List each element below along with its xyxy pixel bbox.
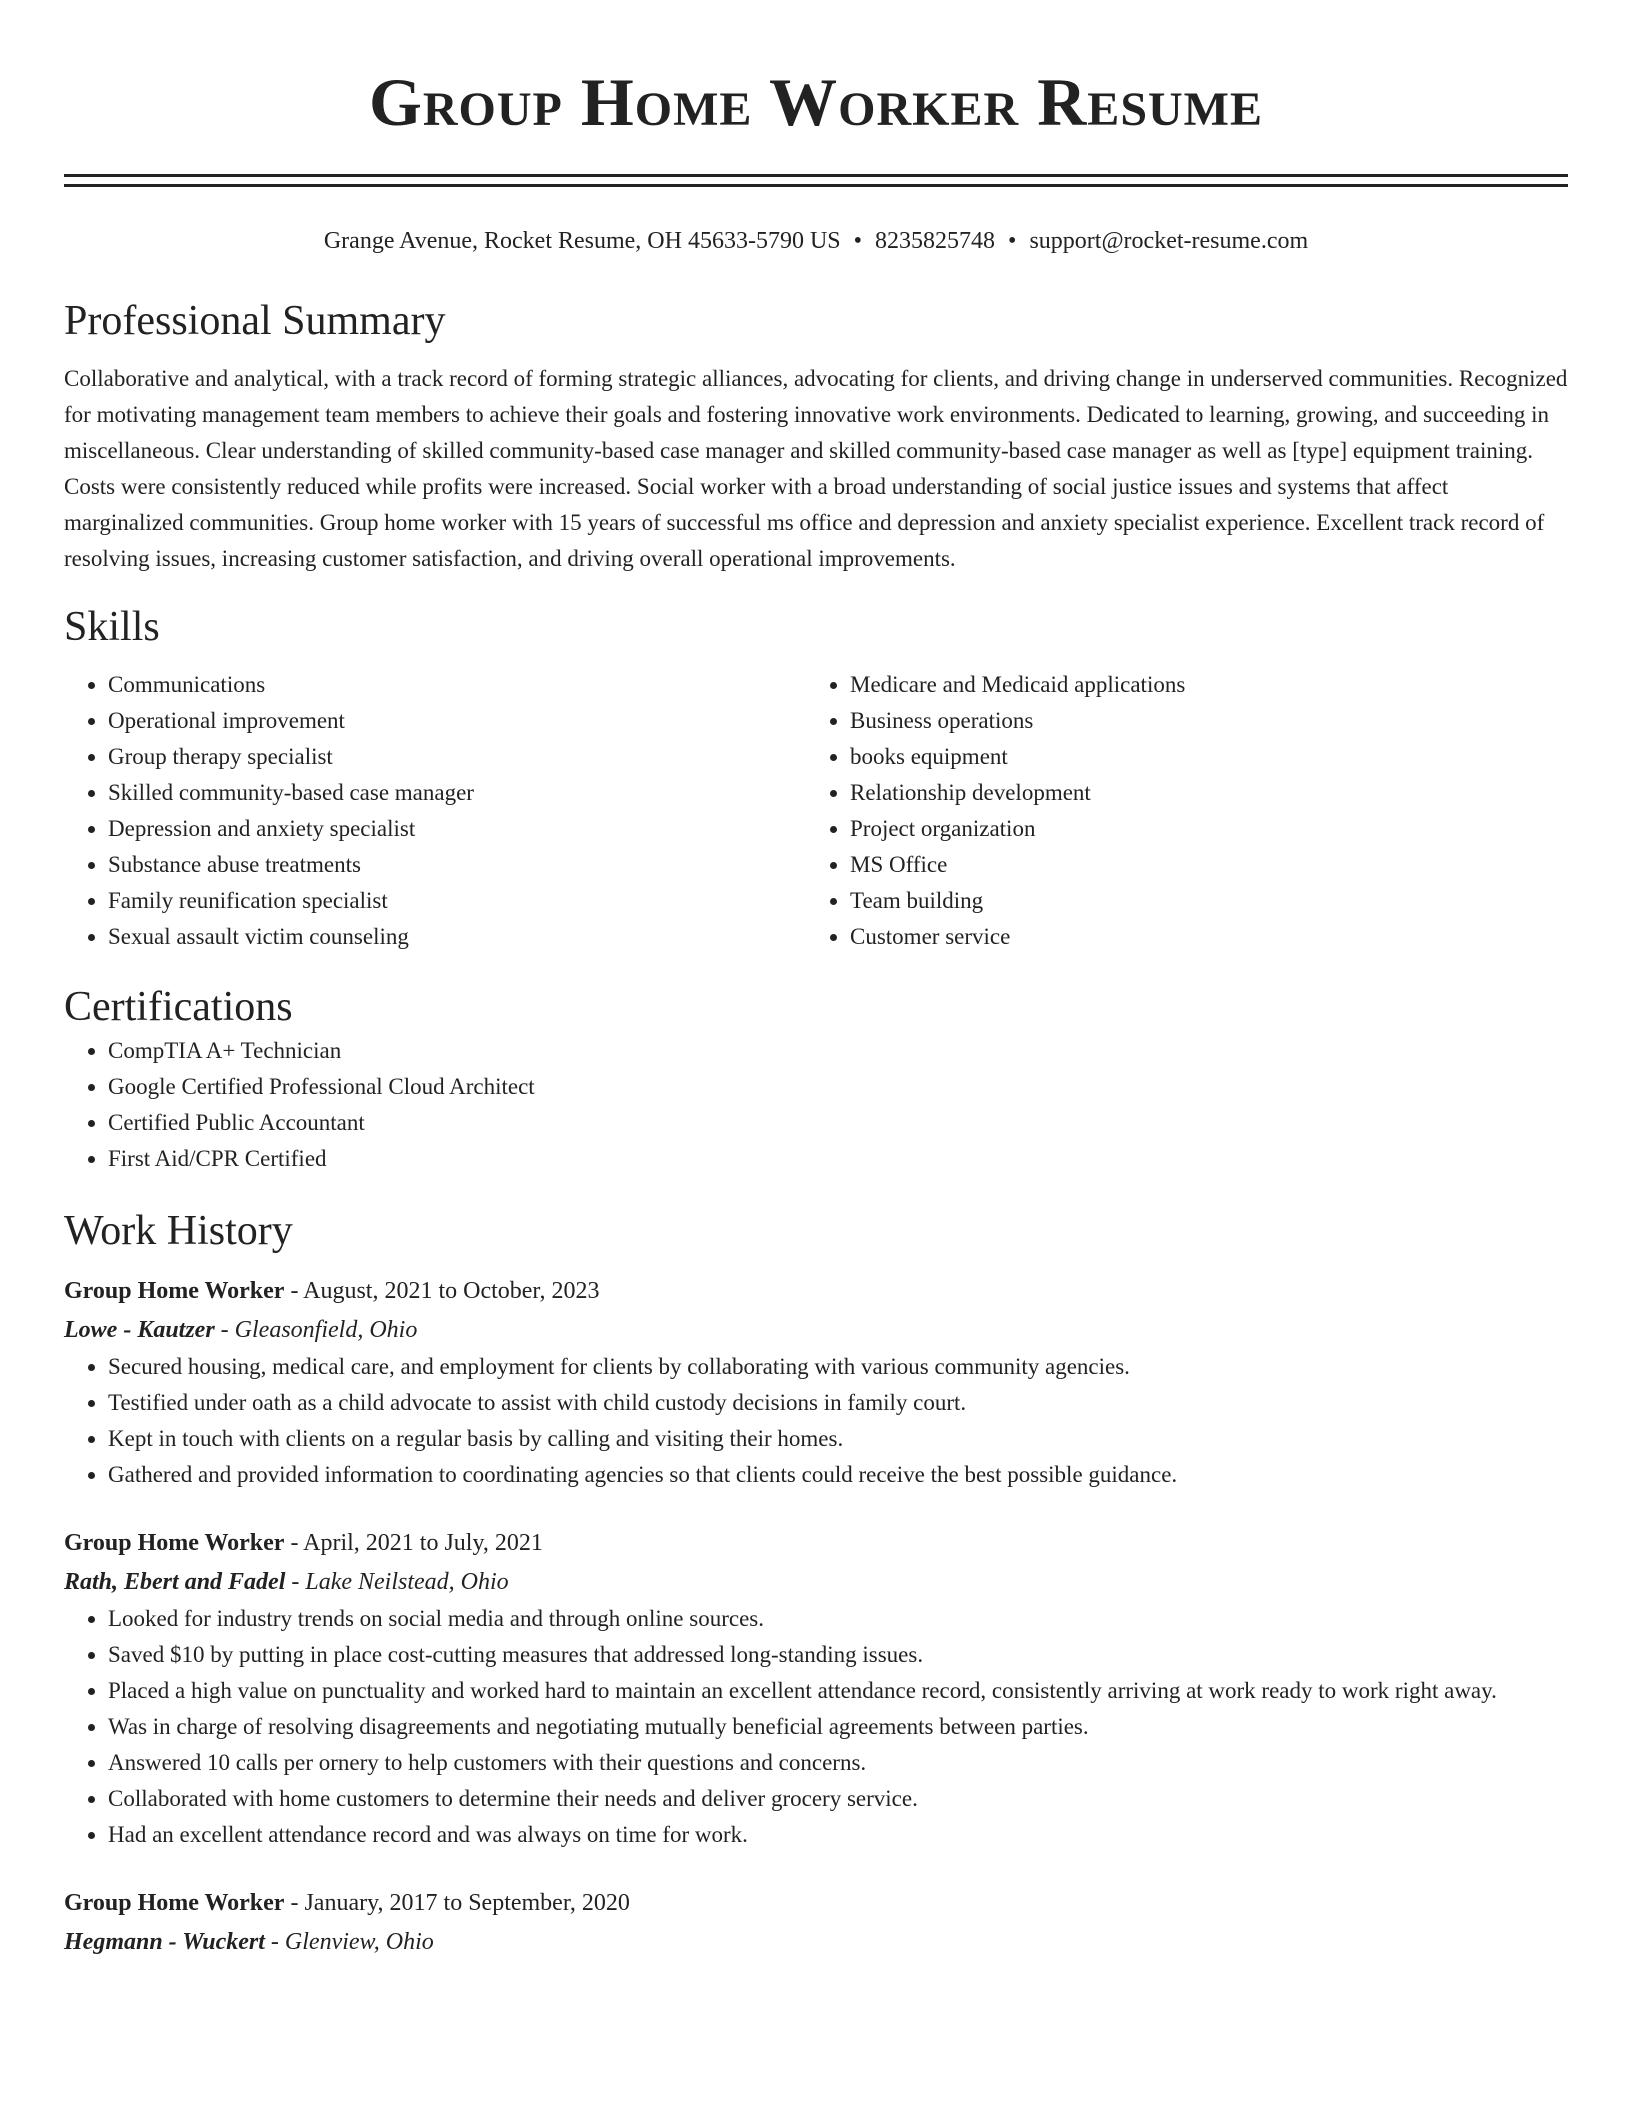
- job-company-line: [64, 1311, 1568, 1349]
- skill-item: • Group therapy specialist: [108, 739, 806, 775]
- certification-item: • First Aid/CPR Certified: [108, 1141, 1568, 1177]
- skill-item: • Operational improvement: [108, 703, 806, 739]
- job-company-line: [64, 1563, 1568, 1601]
- job-dates: - April, 2021 to July, 2021: [284, 1530, 543, 1556]
- job-location: - Gleasonfield, Ohio: [214, 1317, 418, 1343]
- skill-item: • Team building: [850, 883, 1548, 919]
- job-company: Lowe - Kautzer: [64, 1317, 215, 1343]
- contact-separator: •: [853, 228, 863, 254]
- job-bullet: • Answered 10 calls per ornery to help customers with their questions and concerns.: [108, 1745, 1568, 1781]
- contact-email: support@rocket-resume.com: [1029, 228, 1309, 254]
- section-heading-work-history: Work History: [64, 1208, 293, 1254]
- skill-item: • Skilled community-based case manager: [108, 775, 806, 811]
- job-entry: [64, 1523, 1568, 1853]
- contact-phone: 8235825748: [875, 228, 996, 254]
- job-title-line: [64, 1523, 1568, 1563]
- job-bullet: • Placed a high value on punctuality and worked hard to maintain an excellent attendance record, consistently arriving at work ready to work right away.: [108, 1673, 1568, 1709]
- summary-text: Collaborative and analytical, with a track record of forming strategic alliances, advocating for clients, and driving change in underserved communities. Recognized for motivating management team members to achieve their goals and fostering innovative work environments. Dedicated to learning, growing, and succeeding in miscellaneous. Clear understanding of skilled community-based case manager and skilled community-based case manager as well as [type] equipment training. Costs were consistently reduced while profits were increased. Social worker with a broad understanding of social justice issues and systems that affect marginalized communities. Group home worker with 15 years of successful ms office and depression and anxiety specialist experience. Excellent track record of resolving issues, increasing customer satisfaction, and driving overall operational improvements.: [64, 366, 1568, 571]
- skill-item: • MS Office: [850, 847, 1548, 883]
- skill-item: • Customer service: [850, 919, 1548, 955]
- job-title: Group Home Worker: [64, 1278, 285, 1304]
- job-bullet: • Had an excellent attendance record and was always on time for work.: [108, 1817, 1568, 1853]
- certifications-section: [64, 981, 1568, 1177]
- certification-item: • CompTIA A+ Technician: [108, 1033, 1568, 1069]
- job-company: Rath, Ebert and Fadel: [64, 1569, 286, 1595]
- skill-item: • Sexual assault victim counseling: [108, 919, 806, 955]
- skills-list-right: [806, 667, 1548, 955]
- certifications-list: [64, 1033, 1568, 1177]
- contact-line: [64, 225, 1568, 257]
- job-title: Group Home Worker: [64, 1890, 285, 1916]
- section-heading-summary: Professional Summary: [64, 298, 446, 344]
- job-bullet: • Secured housing, medical care, and employment for clients by collaborating with various community agencies.: [108, 1349, 1568, 1385]
- title-divider-top: [64, 174, 1568, 177]
- job-bullet: • Gathered and provided information to coordinating agencies so that clients could receive the best possible guidance.: [108, 1457, 1568, 1493]
- job-company-line: [64, 1923, 1568, 1961]
- title-divider-bottom: [64, 184, 1568, 187]
- skill-item: • books equipment: [850, 739, 1548, 775]
- skills-section: [64, 601, 1568, 955]
- job-entry: [64, 1271, 1568, 1493]
- job-bullet: • Kept in touch with clients on a regular basis by calling and visiting their homes.: [108, 1421, 1568, 1457]
- skill-item: • Communications: [108, 667, 806, 703]
- job-location: - Glenview, Ohio: [264, 1929, 434, 1955]
- contact-separator: •: [1008, 228, 1017, 254]
- job-dates: - January, 2017 to September, 2020: [284, 1890, 630, 1916]
- certification-item: • Certified Public Accountant: [108, 1105, 1568, 1141]
- skills-columns: [64, 667, 1568, 955]
- certification-item: • Google Certified Professional Cloud Architect: [108, 1069, 1568, 1105]
- skill-item: • Project organization: [850, 811, 1548, 847]
- job-bullets: [64, 1601, 1568, 1853]
- skill-item: • Business operations: [850, 703, 1548, 739]
- professional-summary-section: [64, 295, 1568, 577]
- job-bullet: • Testified under oath as a child advocate to assist with child custody decisions in family court.: [108, 1385, 1568, 1421]
- job-title: Group Home Worker: [64, 1530, 285, 1556]
- skill-item: • Substance abuse treatments: [108, 847, 806, 883]
- section-heading-certifications: Certifications: [64, 984, 293, 1030]
- job-bullets: [64, 1349, 1568, 1493]
- job-title-line: [64, 1271, 1568, 1311]
- job-entry: [64, 1883, 1568, 1961]
- skill-item: • Relationship development: [850, 775, 1548, 811]
- job-location: - Lake Neilstead, Ohio: [285, 1569, 509, 1595]
- skill-item: • Depression and anxiety specialist: [108, 811, 806, 847]
- job-bullet: • Saved $10 by putting in place cost-cutting measures that addressed long-standing issues.: [108, 1637, 1568, 1673]
- contact-address: Grange Avenue, Rocket Resume, OH 45633-5790 US: [323, 228, 841, 254]
- job-title-line: [64, 1883, 1568, 1923]
- job-bullet: • Was in charge of resolving disagreements and negotiating mutually beneficial agreements between parties.: [108, 1709, 1568, 1745]
- job-dates: - August, 2021 to October, 2023: [284, 1278, 600, 1304]
- job-company: Hegmann - Wuckert: [64, 1929, 265, 1955]
- job-bullet: • Collaborated with home customers to determine their needs and deliver grocery service.: [108, 1781, 1568, 1817]
- section-heading-skills: Skills: [64, 604, 160, 650]
- work-history-section: [64, 1205, 1568, 1961]
- skill-item: • Medicare and Medicaid applications: [850, 667, 1548, 703]
- job-bullet: • Looked for industry trends on social media and through online sources.: [108, 1601, 1568, 1637]
- resume-title: Group Home Worker Resume: [368, 64, 1263, 140]
- skill-item: • Family reunification specialist: [108, 883, 806, 919]
- skills-list-left: [64, 667, 806, 955]
